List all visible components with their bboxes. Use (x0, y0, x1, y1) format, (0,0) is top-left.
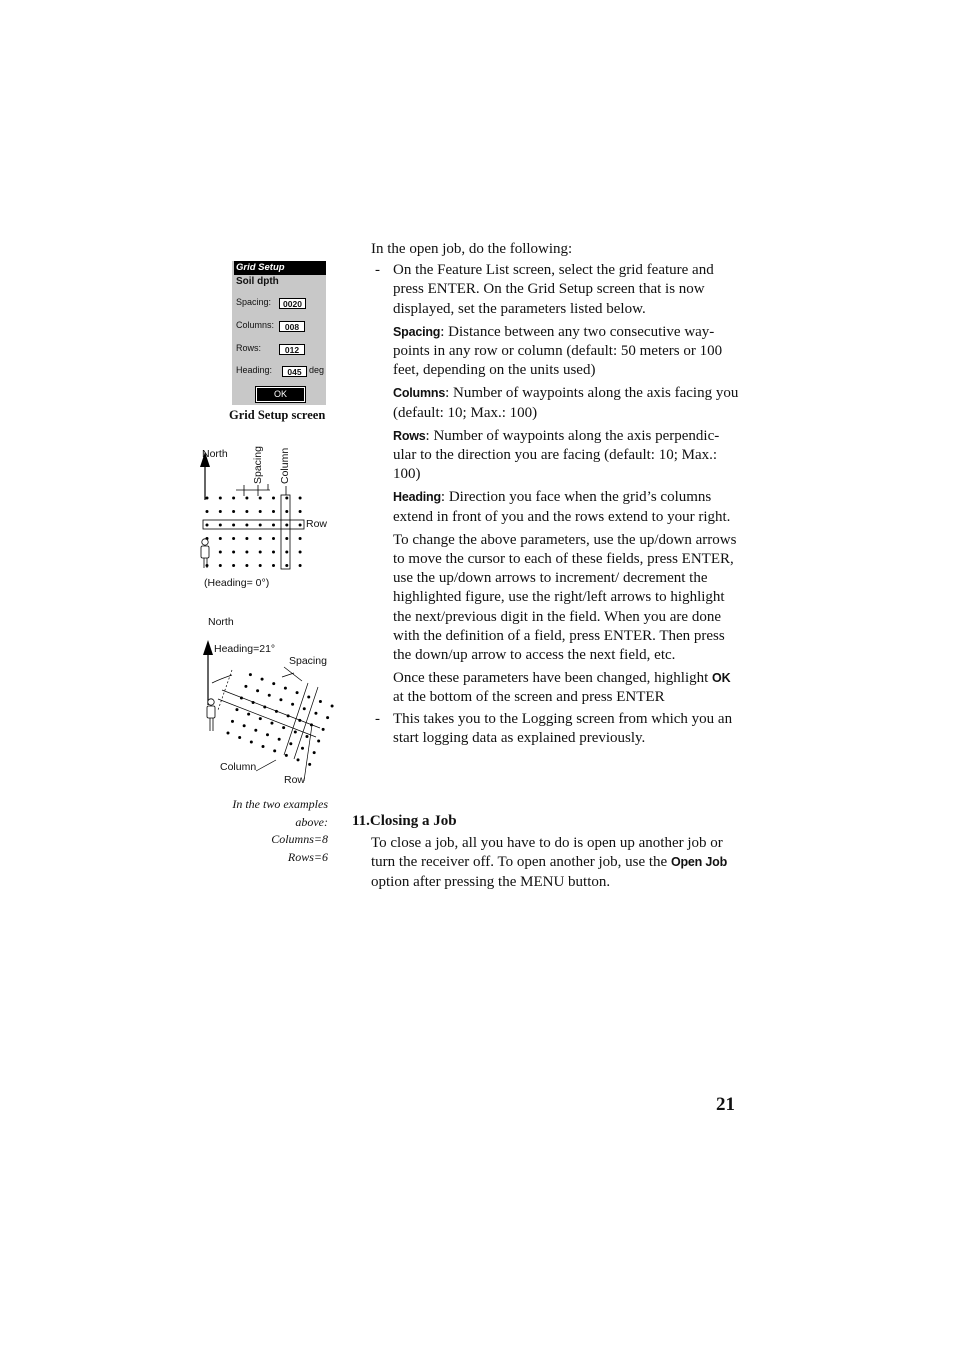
grid-dot (259, 510, 262, 513)
grid-dot (282, 726, 285, 729)
grid-dot (299, 497, 302, 500)
grid-dot (278, 738, 281, 741)
grid-dot (285, 754, 288, 757)
grid-dot (245, 524, 248, 527)
grid-dot (238, 736, 241, 739)
grid-dot (219, 497, 222, 500)
grid-dot (272, 510, 275, 513)
page-number: 21 (716, 1094, 735, 1115)
change-paragraph: To change the above parameters, use the up/down arrows to move the cursor to each of these fields, press ENTER, use the up/down arrows to increment/ decrement the highlighted figure, use the right/left arrows to highlight the next/previous digit in the field. When you are done with the definition of a field, press ENTER. Then press the down/up arrow to access the next field, etc. (393, 531, 737, 664)
grid-dot (259, 524, 262, 527)
param-heading: Heading: Direction you face when the grid’s columns extend in front of you and the rows extend to your right. (393, 489, 731, 525)
grid-dot (272, 682, 275, 685)
grid-dot (285, 497, 288, 500)
grid-dot (284, 687, 287, 690)
grid-dot (308, 763, 311, 766)
grid-dot (206, 524, 209, 527)
grid-dot (247, 713, 250, 716)
grid-dot (231, 720, 234, 723)
once-paragraph: Once these parameters have been changed, highlight OK at the bottom of the screen and press ENTER (393, 670, 731, 706)
grid-dot (235, 708, 238, 711)
screen-caption: Grid Setup screen (229, 408, 326, 422)
grid-dot (232, 497, 235, 500)
grid-dot (245, 564, 248, 567)
grid-dot (270, 722, 273, 725)
grid-dot (232, 510, 235, 513)
grid-dot (268, 694, 271, 697)
grid-dot (232, 551, 235, 554)
grid-dot (313, 751, 316, 754)
grid-dot (219, 551, 222, 554)
grid-dot (297, 758, 300, 761)
grid-dot (301, 747, 304, 750)
grid-dot (272, 564, 275, 567)
grid-dot (259, 564, 262, 567)
heading-unit: deg (309, 365, 325, 375)
rows-label: Rows: (236, 343, 262, 353)
grid-dot (249, 673, 252, 676)
grid-dot (303, 707, 306, 710)
body-text (371, 240, 741, 748)
grid-dot (331, 705, 334, 708)
section-title: 11.Closing a Job (352, 813, 457, 829)
spacing-label-2: Spacing (289, 655, 327, 667)
grid-dot (245, 537, 248, 540)
grid-dot (285, 510, 288, 513)
grid-dot (272, 497, 275, 500)
grid-dot (259, 551, 262, 554)
grid-dot (259, 497, 262, 500)
grid-dot (272, 524, 275, 527)
spacing-label: Spacing: (236, 297, 272, 307)
grid-dots (227, 673, 334, 766)
param-spacing: Spacing: Distance between any two consecutive way-points in any row or column (default: 50 meters or 100 feet, depending on the units used) (393, 323, 723, 379)
grid-dot (305, 735, 308, 738)
column-label: Column (279, 447, 291, 484)
grid-dot (232, 537, 235, 540)
grid-dot (244, 685, 247, 688)
grid-dot (266, 733, 269, 736)
ok-button[interactable]: OK (256, 387, 305, 402)
grid-dot (285, 524, 288, 527)
heading-label: Heading: (236, 365, 273, 375)
north-label: North (202, 448, 228, 460)
grid-dot (245, 510, 248, 513)
heading-value: (Heading= 0°) (204, 577, 270, 589)
person-icon (207, 699, 215, 731)
grid-dot (256, 689, 259, 692)
section-closing-job (352, 812, 742, 892)
screen-title: Grid Setup (234, 261, 326, 275)
grid-dot (219, 524, 222, 527)
heading-value-2: Heading=21° (214, 643, 276, 655)
grid-dot (254, 729, 257, 732)
spacing-label: Spacing (252, 446, 264, 484)
grid-dot (245, 551, 248, 554)
grid-dot (322, 728, 325, 731)
grid-dot (319, 700, 322, 703)
grid-dot (272, 551, 275, 554)
north-label-2: North (208, 616, 234, 628)
heading-field[interactable]: 045 (282, 366, 307, 377)
bullet-2: - This takes you to the Logging screen from which you an start logging data as explained previously. (375, 710, 733, 746)
grid-dot (314, 712, 317, 715)
grid-dot (299, 524, 302, 527)
grid-setup-screen (232, 261, 326, 405)
grid-dot (307, 696, 310, 699)
feature-name: Soil dpth (236, 276, 279, 287)
grid-dot (227, 732, 230, 735)
grid-dot (294, 731, 297, 734)
grid-dot (232, 524, 235, 527)
grid-dot (243, 724, 246, 727)
grid-dot (259, 717, 262, 720)
intro: In the open job, do the following: (371, 241, 573, 257)
rows-field[interactable]: 012 (279, 344, 305, 355)
grid-dot (299, 551, 302, 554)
grid-dot (219, 564, 222, 567)
grid-dot (262, 745, 265, 748)
columns-label: Columns: (236, 320, 275, 330)
columns-field[interactable]: 008 (279, 321, 305, 332)
grid-dot (219, 510, 222, 513)
grid-dot (285, 537, 288, 540)
bullet-1: - On the Feature List screen, select the grid feature and press ENTER. On the Grid Setup screen that is now displayed, set the parameters listed below. (375, 262, 714, 317)
examples-note: In the two examples above: Columns=8 Rows=6 (232, 797, 328, 864)
grid-dot (291, 703, 294, 706)
row-label: Row (306, 518, 328, 530)
grid-dot (219, 537, 222, 540)
grid-dot (289, 742, 292, 745)
grid-dot (232, 564, 235, 567)
grid-dot (250, 740, 253, 743)
grid-dot (296, 691, 299, 694)
grid-diagram-heading-21 (196, 615, 336, 790)
section-body: To close a job, all you have to do is open up another job or turn the receiver off. To open another job, use the Open Job option after pressing the MENU button. (371, 835, 728, 890)
grid-dot (299, 537, 302, 540)
grid-dot (245, 497, 248, 500)
grid-dot (259, 537, 262, 540)
spacing-field[interactable]: 0020 (279, 298, 306, 309)
grid-dot (317, 740, 320, 743)
grid-dot (326, 716, 329, 719)
grid-dot (279, 698, 282, 701)
grid-dot (299, 564, 302, 567)
grid-dot (206, 510, 209, 513)
person-icon (201, 539, 209, 568)
grid-dot (272, 537, 275, 540)
grid-dot (299, 510, 302, 513)
grid-dot (273, 749, 276, 752)
param-rows: Rows: Number of waypoints along the axis perpendic-ular to the direction you are facing (default: 10; Max.: 100) (393, 427, 720, 483)
grid-dot (261, 678, 264, 681)
grid-dot (285, 564, 288, 567)
grid-dots (206, 497, 302, 568)
grid-dot (206, 497, 209, 500)
row-label-2: Row (284, 774, 306, 786)
grid-dot (285, 551, 288, 554)
column-label-2: Column (220, 761, 257, 773)
param-columns: Columns: Number of waypoints along the axis facing you (default: 10; Max.: 100) (393, 385, 739, 421)
